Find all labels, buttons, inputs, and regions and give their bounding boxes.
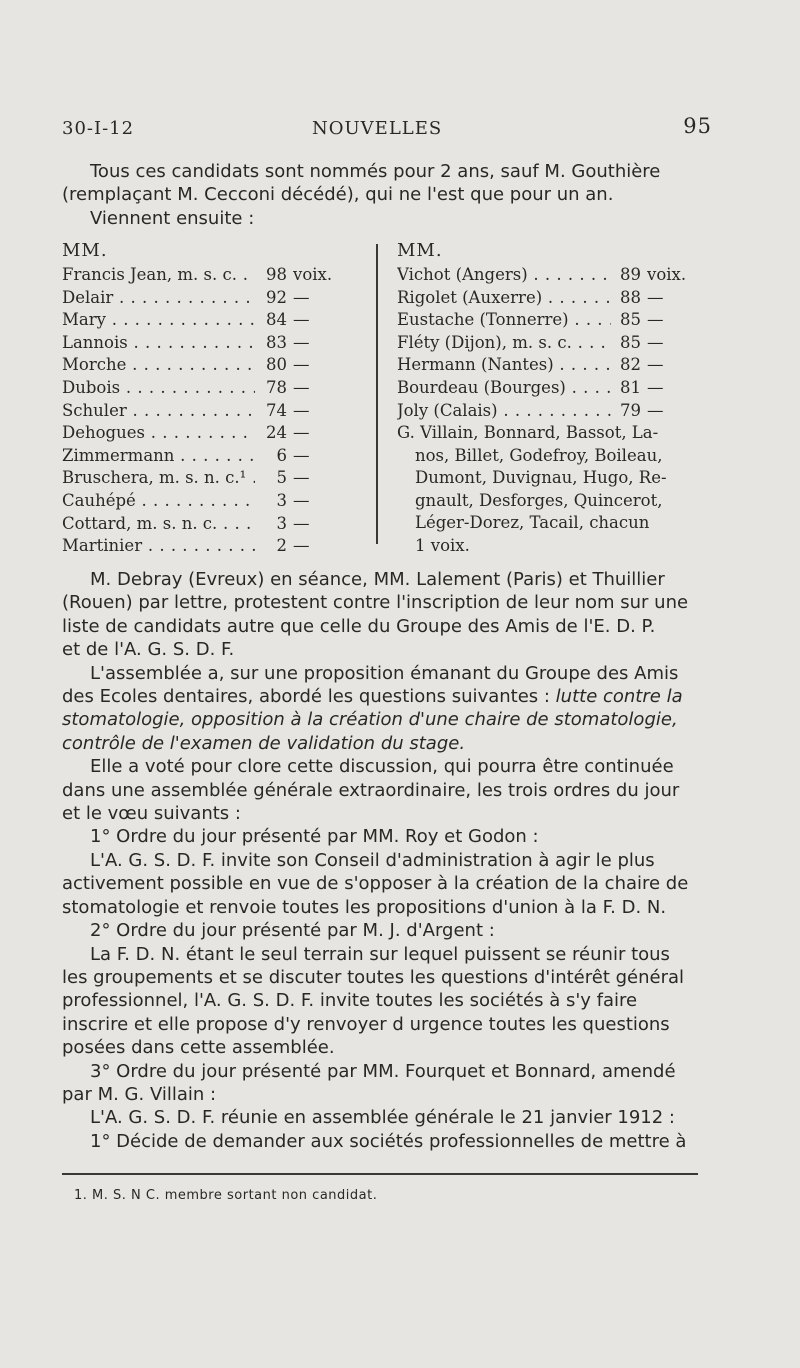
body-line: stomatologie et renvoie toutes les propositions d'union à la F. D. N. xyxy=(62,896,667,918)
italic-topic: lutte contre la xyxy=(555,686,683,708)
candidate-name: Delair . . . xyxy=(62,287,255,310)
votes-unit: — xyxy=(647,377,664,397)
body-line: L'A. G. S. D. F. réunie en assemblée générale le 21 janvier 1912 : xyxy=(90,1107,675,1129)
candidate-name: Joly (Calais) . . . xyxy=(397,400,611,423)
votes-unit: — xyxy=(293,310,310,330)
candidate-votes: 6 xyxy=(276,445,287,465)
body-line: inscrire et elle propose d'y renvoyer d urgence toutes les questions xyxy=(62,1013,670,1035)
others-line: Léger-Dorez, Tacail, chacun xyxy=(415,513,650,533)
body-line: les groupements et se discuter toutes les questions d'intérêt général xyxy=(62,966,685,988)
votes-unit: — xyxy=(293,355,310,375)
candidate-name: Francis Jean, m. s. c. . . . xyxy=(62,264,255,287)
votes-unit: — xyxy=(647,287,664,307)
others-line: 1 voix. xyxy=(415,535,470,555)
others-line: G. Villain, Bonnard, Bassot, La- xyxy=(397,423,659,442)
body-line: et de l'A. G. S. D. F. xyxy=(62,639,235,661)
candidate-votes: 74 xyxy=(266,400,287,420)
candidate-name: Mary . . . xyxy=(62,309,255,332)
candidate-votes: 98 xyxy=(266,265,287,284)
header-date: 30-I-12 xyxy=(62,118,135,139)
candidate-votes: 24 xyxy=(266,423,287,443)
candidate-name: Rigolet (Auxerre) . . . xyxy=(397,287,611,310)
candidate-votes: 80 xyxy=(266,355,287,375)
left-candidate-list xyxy=(62,264,347,558)
body-line: L'A. G. S. D. F. invite son Conseil d'administration à agir le plus xyxy=(90,849,655,871)
body-line xyxy=(62,732,698,755)
body-line: liste de candidats autre que celle du Groupe des Amis de l'E. D. P. xyxy=(62,615,656,637)
intro-line: (remplaçant M. Cecconi décédé), qui ne l'est que pour un an. xyxy=(62,184,614,206)
body-line: M. Debray (Evreux) en séance, MM. Lalement (Paris) et Thuillier xyxy=(90,569,665,590)
right-candidate-list xyxy=(397,264,697,422)
candidate-votes: 92 xyxy=(266,287,287,307)
votes-unit: — xyxy=(647,332,664,352)
candidate-name: Cottard, m. s. n. c. . . . xyxy=(62,513,255,536)
candidate-row xyxy=(62,309,347,332)
votes-unit: — xyxy=(293,513,310,533)
body-line xyxy=(62,685,698,708)
candidate-row xyxy=(62,332,347,355)
candidate-row xyxy=(397,400,697,423)
candidate-row xyxy=(397,332,697,355)
other-candidates-block xyxy=(397,422,697,558)
header-section-title: NOUVELLES xyxy=(312,118,443,139)
votes-unit: — xyxy=(293,490,310,510)
body-line: La F. D. N. étant le seul terrain sur lequel puissent se réunir tous xyxy=(90,943,670,965)
candidate-name: Bourdeau (Bourges) . . . xyxy=(397,377,611,400)
votes-unit: voix. xyxy=(293,265,333,284)
candidate-name: Cauhépé . . . xyxy=(62,490,255,513)
body-line xyxy=(62,708,698,731)
body-line: 3° Ordre du jour présenté par MM. Fourquet et Bonnard, amendé xyxy=(90,1060,676,1082)
body-line: posées dans cette assemblée. xyxy=(62,1037,335,1059)
candidate-name: Morche . . . xyxy=(62,354,255,377)
candidate-votes: 5 xyxy=(276,468,287,488)
candidate-name: Eustache (Tonnerre) . . . xyxy=(397,309,611,332)
body-line: 2° Ordre du jour présenté par M. J. d'Argent : xyxy=(90,920,495,942)
left-column-heading: MM. xyxy=(62,240,108,261)
intro-paragraph xyxy=(62,160,698,230)
candidate-row xyxy=(62,422,347,445)
candidate-row xyxy=(397,354,697,377)
italic-topic: stomatologie, opposition à la création d'une chaire de stomatologie, xyxy=(62,709,678,731)
candidate-name: Martinier . . . xyxy=(62,535,255,558)
footnote-rule xyxy=(62,1173,698,1175)
right-column-heading: MM. xyxy=(397,240,443,261)
votes-unit: — xyxy=(293,332,310,352)
candidate-name: Bruschera, m. s. n. c.¹ . . . xyxy=(62,467,255,490)
others-line: nos, Billet, Godefroy, Boileau, xyxy=(415,445,663,465)
italic-topic: contrôle de l'examen de validation du stage. xyxy=(62,732,466,754)
footnote: 1. M. S. N C. membre sortant non candidat. xyxy=(74,1188,378,1203)
body-line: et le vœu suivants : xyxy=(62,803,241,825)
votes-unit: — xyxy=(293,468,310,488)
candidate-row xyxy=(397,264,697,287)
candidate-row xyxy=(62,354,347,377)
candidate-name: Dehogues . . . xyxy=(62,422,255,445)
candidate-votes: 84 xyxy=(266,310,287,330)
intro-line: Viennent ensuite : xyxy=(90,207,255,229)
candidate-name: Zimmermann . . . xyxy=(62,445,255,468)
votes-unit: — xyxy=(293,377,310,397)
body-line: (Rouen) par lettre, protestent contre l'inscription de leur nom sur une xyxy=(62,592,689,614)
page-number: 95 xyxy=(683,114,712,138)
candidate-row xyxy=(62,400,347,423)
body-text-run: des Ecoles dentaires, abordé les questions suivantes : xyxy=(62,686,556,708)
votes-unit: — xyxy=(647,400,664,420)
candidate-row xyxy=(397,309,697,332)
candidate-votes: 85 xyxy=(620,332,641,352)
votes-unit: — xyxy=(647,355,664,375)
candidate-row xyxy=(62,513,347,536)
votes-unit: — xyxy=(293,445,310,465)
body-line: par M. G. Villain : xyxy=(62,1083,217,1105)
votes-unit: — xyxy=(293,423,310,443)
candidate-votes: 81 xyxy=(620,377,641,397)
body-line: Elle a voté pour clore cette discussion, qui pourra être continuée xyxy=(90,756,674,778)
candidate-votes: 79 xyxy=(620,400,641,420)
others-line: Dumont, Duvignau, Hugo, Re- xyxy=(415,468,667,488)
candidate-votes: 2 xyxy=(276,536,287,556)
candidate-votes: 3 xyxy=(276,513,287,533)
candidate-votes: 89 xyxy=(620,265,641,284)
candidate-votes: 88 xyxy=(620,287,641,307)
candidate-votes: 3 xyxy=(276,490,287,510)
candidate-name: Fléty (Dijon), m. s. c. . . . xyxy=(397,332,611,355)
candidate-votes: 83 xyxy=(266,332,287,352)
body-line: 1° Ordre du jour présenté par MM. Roy et Godon : xyxy=(90,826,539,848)
candidate-row xyxy=(397,287,697,310)
candidate-votes: 85 xyxy=(620,310,641,330)
body-line: L'assemblée a, sur une proposition émanant du Groupe des Amis xyxy=(90,662,679,684)
candidate-row xyxy=(62,467,347,490)
candidate-name: Lannois . . . xyxy=(62,332,255,355)
candidate-votes: 78 xyxy=(266,377,287,397)
candidate-name: Dubois . . . xyxy=(62,377,255,400)
others-line: gnault, Desforges, Quincerot, xyxy=(415,490,663,510)
candidate-name: Hermann (Nantes) . . . xyxy=(397,354,611,377)
body-line: dans une assemblée générale extraordinaire, les trois ordres du jour xyxy=(62,779,680,801)
body-line: 1° Décide de demander aux sociétés professionnelles de mettre à xyxy=(90,1130,687,1152)
votes-unit: — xyxy=(293,400,310,420)
candidate-row xyxy=(62,490,347,513)
column-divider xyxy=(376,244,378,544)
candidate-row xyxy=(62,445,347,468)
candidate-row xyxy=(62,535,347,558)
intro-line: Tous ces candidats sont nommés pour 2 ans, sauf M. Gouthière xyxy=(90,161,661,182)
votes-unit: voix. xyxy=(647,265,687,284)
candidate-row xyxy=(62,377,347,400)
votes-unit: — xyxy=(293,287,310,307)
body-line: activement possible en vue de s'opposer à la création de la chaire de xyxy=(62,873,689,895)
candidate-name: Schuler . . . xyxy=(62,400,255,423)
votes-unit: — xyxy=(647,310,664,330)
candidate-name: Vichot (Angers) . . . xyxy=(397,264,611,287)
candidate-votes: 82 xyxy=(620,355,641,375)
candidate-row xyxy=(62,264,347,287)
candidate-row xyxy=(397,377,697,400)
candidate-row xyxy=(62,287,347,310)
body-text xyxy=(62,568,698,1153)
votes-unit: — xyxy=(293,536,310,556)
body-line: professionnel, l'A. G. S. D. F. invite toutes les sociétés à s'y faire xyxy=(62,990,638,1012)
